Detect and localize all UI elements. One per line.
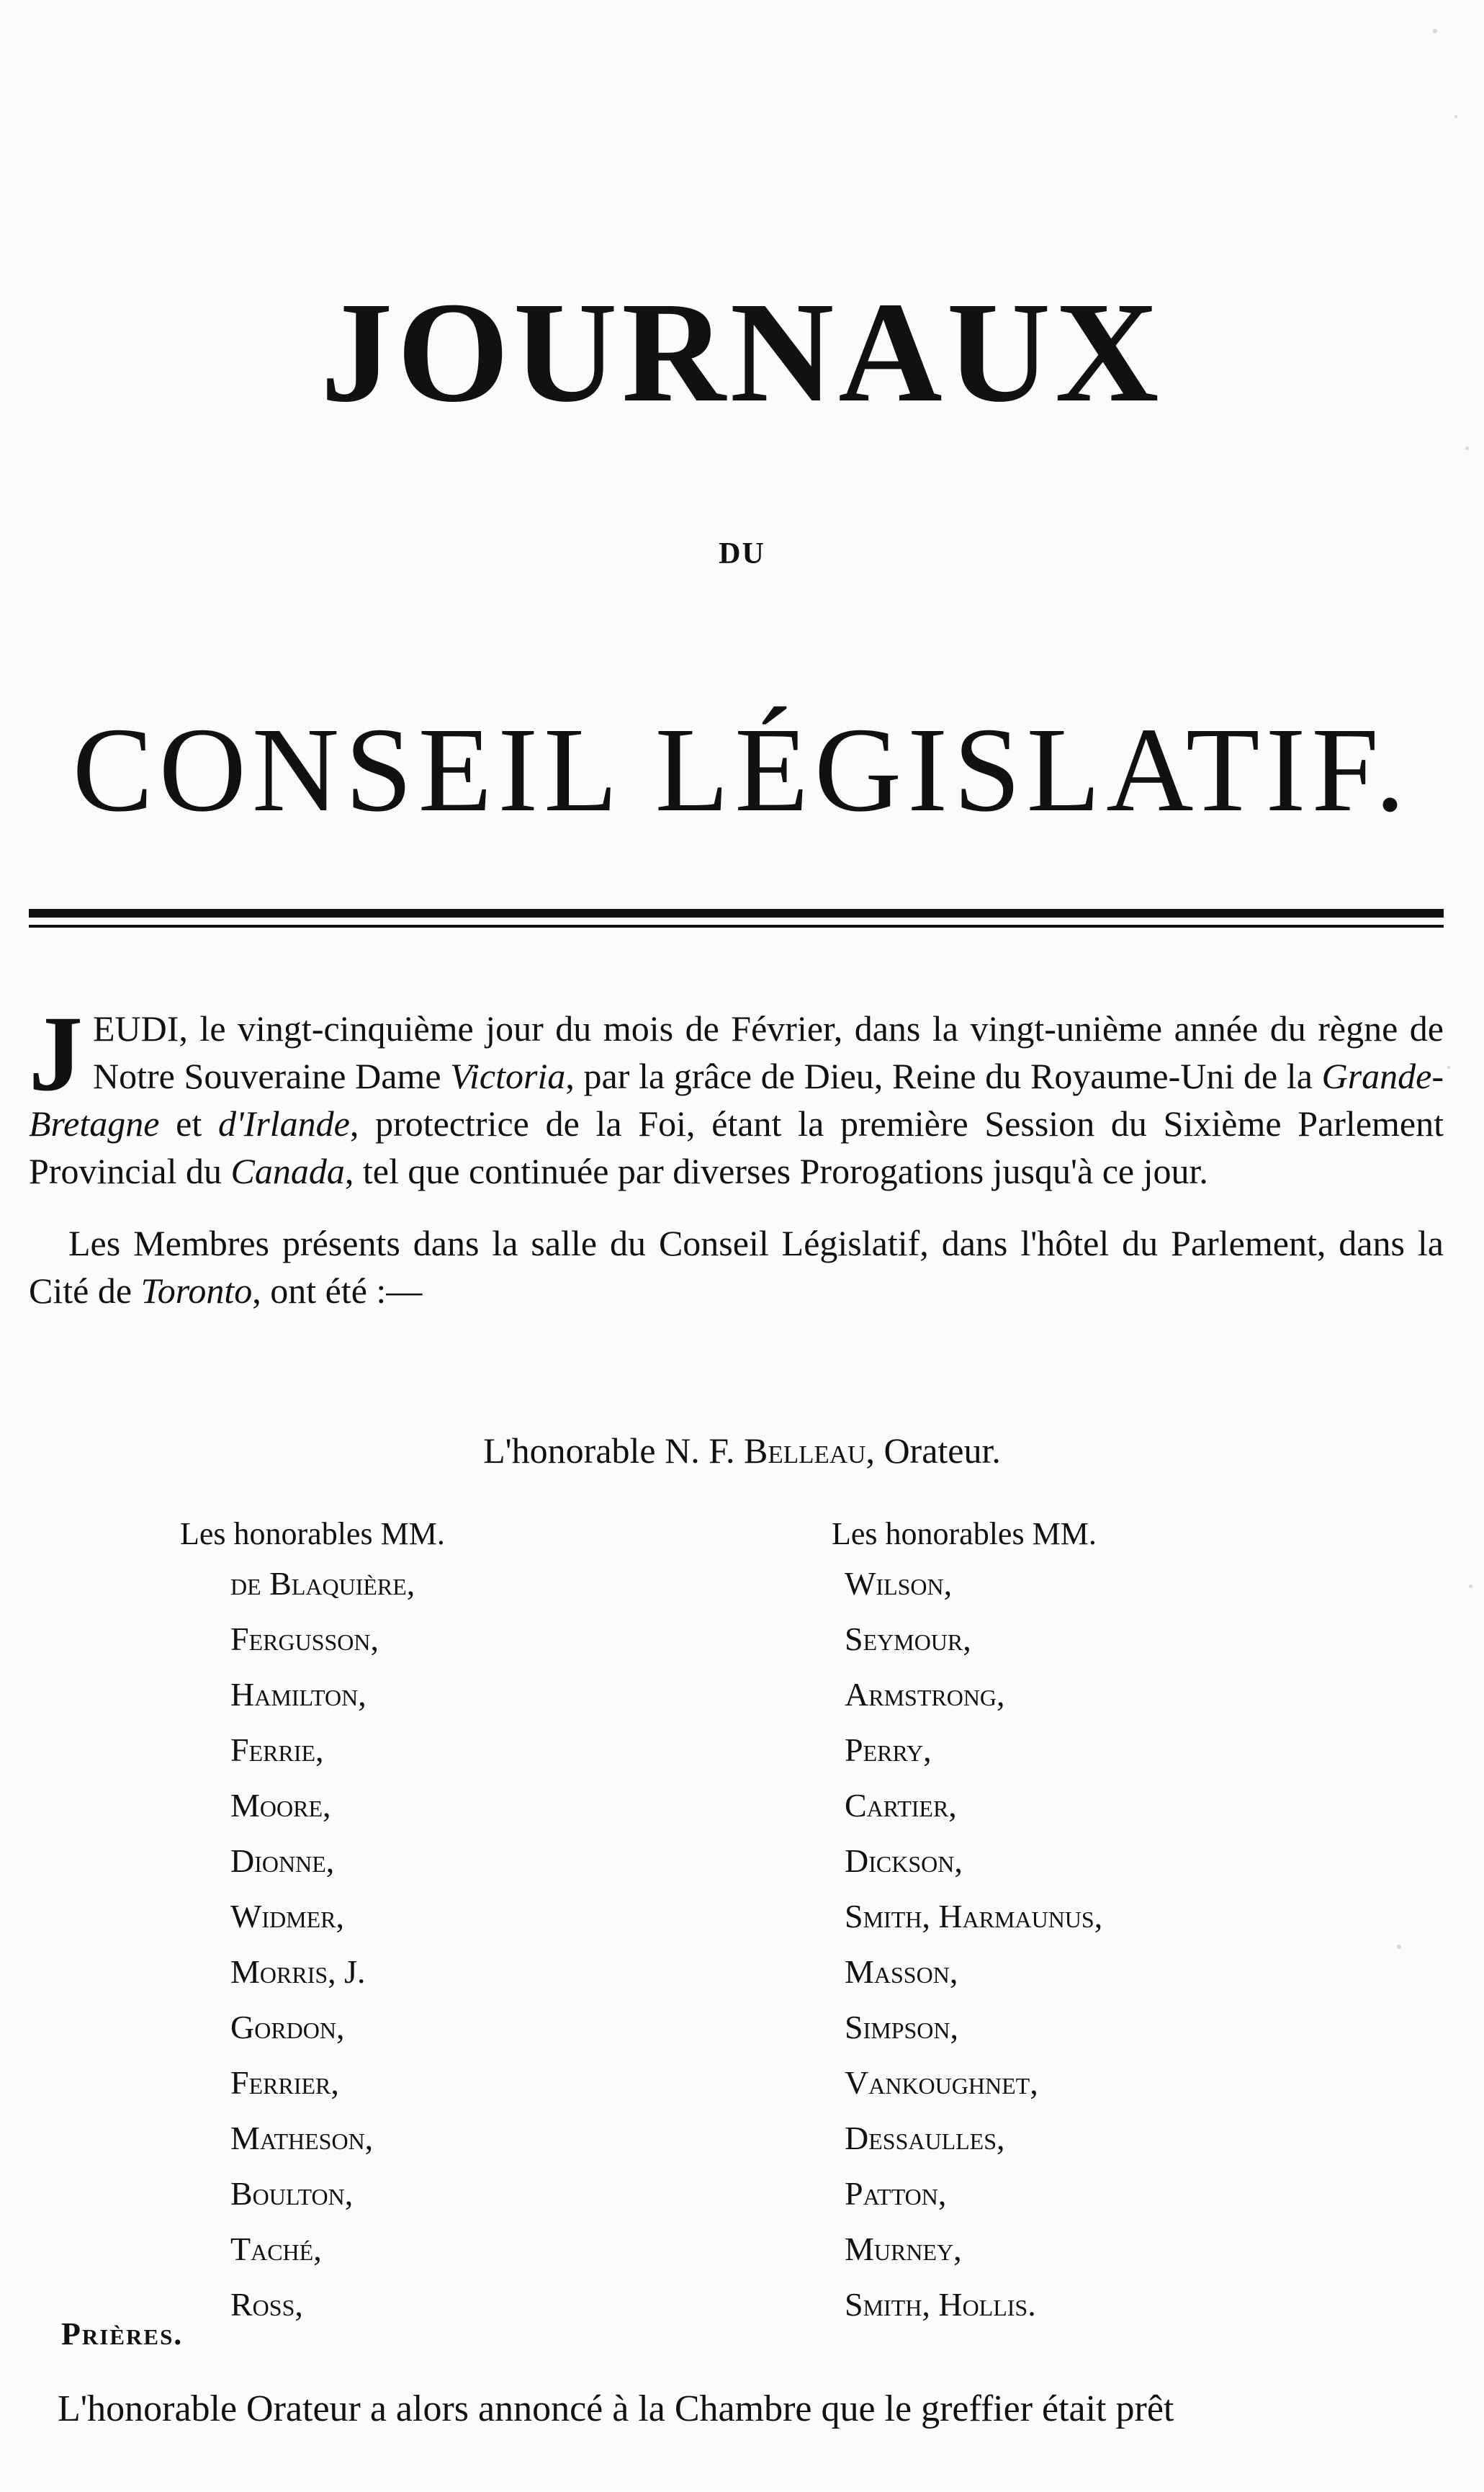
member-name: Vankoughnet, (845, 2064, 1038, 2101)
title-journaux: JOURNAUX (320, 273, 1164, 432)
title-rule-thin (29, 925, 1444, 928)
member-name: Ross, (230, 2286, 303, 2323)
body-text (29, 994, 1444, 1314)
speaker-prefix: L'honorable N. F. (483, 1430, 745, 1471)
intro-irlande: d'Irlande (217, 1103, 350, 1144)
member-name: Ferrie, (230, 1731, 324, 1768)
scan-speck (1447, 1066, 1450, 1069)
member-name: Widmer, (230, 1898, 345, 1935)
member-name: Fergusson, (230, 1621, 379, 1657)
members-intro-text-2: , ont été :— (252, 1270, 423, 1311)
member-name: Patton, (845, 2175, 947, 2212)
member-name: Armstrong, (845, 1676, 1005, 1713)
member-name: Hamilton, (230, 1676, 366, 1713)
member-name: Murney, (845, 2231, 962, 2267)
scan-speck (1454, 115, 1457, 118)
member-name: Dessaulles, (845, 2120, 1005, 2156)
member-name: Masson, (845, 1953, 958, 1990)
member-name: Moore, (230, 1787, 331, 1824)
member-name: Seymour, (845, 1621, 971, 1657)
member-name: Dickson, (845, 1842, 963, 1879)
intro-text-2: , par la grâce de Dieu, Reine du Royaume-Uni de la (565, 1056, 1322, 1096)
members-left-column (180, 1512, 445, 2332)
member-name: Smith, Hollis. (845, 2286, 1036, 2323)
member-name: Taché, (230, 2231, 322, 2267)
members-intro-paragraph (29, 1219, 1444, 1314)
member-name: Dionne, (230, 1842, 335, 1879)
dropcap-letter: J (29, 994, 83, 1113)
closing-line: L'honorable Orateur a alors annoncé à la Chambre que le greffier était prêt (58, 2388, 1174, 2429)
intro-text-3: et (159, 1103, 218, 1144)
member-name: Wilson, (845, 1565, 953, 1602)
scan-speck (1469, 1585, 1472, 1588)
speaker-name: Belleau (744, 1430, 866, 1471)
member-name: Boulton, (230, 2175, 354, 2212)
member-name: Cartier, (845, 1787, 957, 1824)
title-du: DU (719, 537, 765, 570)
title-conseil-legislatif: CONSEIL LÉGISLATIF. (72, 703, 1411, 837)
members-intro-text-1: Les Membres présents dans la salle du Conseil Législatif, dans l'hôtel du Parlement, dans la Cité de (29, 1223, 1444, 1311)
members-intro-toronto: Toronto (140, 1270, 253, 1311)
scan-speck (1433, 29, 1437, 33)
member-name: Perry, (845, 1731, 932, 1768)
member-name: Morris, J. (230, 1953, 366, 1990)
member-name: Smith, Harmaunus, (845, 1898, 1103, 1935)
intro-paragraph (29, 994, 1444, 1195)
intro-text-1: EUDI, le vingt-cinquième jour du mois de Février, dans la vingt-unième année du règne de Notre Souveraine Dame (93, 1008, 1444, 1096)
member-name: Gordon, (230, 2009, 345, 2045)
intro-canada: Canada (230, 1151, 345, 1191)
member-name: Simpson, (845, 2009, 959, 2045)
members-right-column (832, 1512, 1102, 2332)
scan-speck (1397, 1945, 1401, 1949)
members-left-header: Les honorables MM. (180, 1516, 445, 1551)
intro-text-4: , protectrice de la Foi, étant la première Session du Sixième Parlement Provincial du (29, 1103, 1444, 1191)
member-name: Matheson, (230, 2120, 374, 2156)
title-rule-thick (29, 909, 1444, 918)
member-name: Ferrier, (230, 2064, 339, 2101)
members-right-header: Les honorables MM. (832, 1516, 1097, 1551)
speaker-line (0, 1430, 1484, 1471)
intro-grande-bretagne: Grande-Bretagne (29, 1056, 1444, 1144)
member-name: de Blaquière, (230, 1565, 415, 1602)
prayers-heading: Prières. (61, 2316, 184, 2352)
intro-text-5: , tel que continuée par diverses Prorogations jusqu'à ce jour. (344, 1151, 1208, 1191)
speaker-suffix: , Orateur. (865, 1430, 1001, 1471)
scan-speck (1465, 447, 1469, 450)
intro-victoria: Victoria (450, 1056, 566, 1096)
